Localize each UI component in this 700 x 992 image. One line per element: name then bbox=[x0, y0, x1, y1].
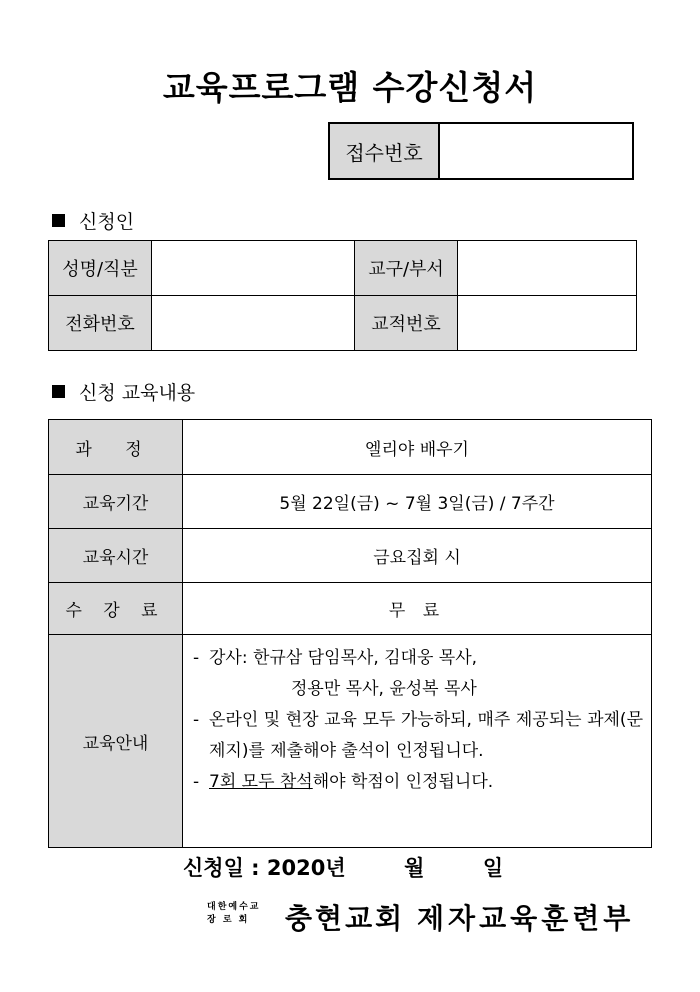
fee-label: 수 강 료 bbox=[49, 583, 183, 635]
square-bullet-icon bbox=[52, 214, 65, 227]
guide-item-credit: - 7회 모두 참석해야 학점이 인정됩니다. bbox=[193, 772, 494, 792]
credit-rest-text: 해야 학점이 인정됩니다. bbox=[312, 772, 494, 792]
square-bullet-icon bbox=[52, 385, 65, 398]
course-label: 과 정 bbox=[49, 420, 183, 475]
phone-label: 전화번호 bbox=[49, 296, 152, 351]
period-label: 교육기간 bbox=[49, 475, 183, 529]
course-table bbox=[48, 419, 652, 848]
guide-content bbox=[183, 635, 652, 848]
credit-underlined-text: 7회 모두 참석 bbox=[209, 772, 313, 792]
receipt-label: 접수번호 bbox=[329, 123, 439, 179]
parish-field[interactable] bbox=[458, 241, 637, 296]
phone-field[interactable] bbox=[152, 296, 355, 351]
period-value: 5월 22일(금) ~ 7월 3일(금) / 7주간 bbox=[183, 475, 652, 529]
page-title: 교육프로그램 수강신청서 bbox=[162, 68, 538, 107]
receipt-table bbox=[328, 122, 634, 180]
time-label: 교육시간 bbox=[49, 529, 183, 583]
instructors-line2: 정용만 목사, 윤성복 목사 bbox=[291, 679, 477, 699]
name-field[interactable] bbox=[152, 241, 355, 296]
record-label: 교적번호 bbox=[355, 296, 458, 351]
instructors-line1: 강사: 한규삼 담임목사, 김대웅 목사, bbox=[209, 648, 478, 668]
parish-label: 교구/부서 bbox=[355, 241, 458, 296]
time-value: 금요집회 시 bbox=[183, 529, 652, 583]
applicant-heading-text: 신청인 bbox=[79, 211, 135, 233]
denomination-label: 대한예수교 장 로 회 bbox=[207, 902, 261, 925]
fee-value: 무 료 bbox=[183, 583, 652, 635]
department-name: 제자교육훈련부 bbox=[417, 902, 635, 935]
church-name: 충현교회 bbox=[285, 902, 406, 935]
course-heading-text: 신청 교육내용 bbox=[79, 382, 196, 404]
guide-item-instructors: - 강사: 한규삼 담임목사, 김대웅 목사, 정용만 목사, 윤성복 목사 bbox=[193, 643, 643, 705]
application-date: 신청일 : 2020년 월 일 bbox=[183, 856, 504, 880]
attendance-text: 온라인 및 현장 교육 모두 가능하되, 매주 제공되는 과제(문제지)를 제출해야 출석이 인정됩니다. bbox=[209, 710, 643, 761]
course-value: 엘리야 배우기 bbox=[183, 420, 652, 475]
guide-label: 교육안내 bbox=[49, 635, 183, 848]
guide-item-attendance: - 온라인 및 현장 교육 모두 가능하되, 매주 제공되는 과제(문제지)를 제출해야 출석이 인정됩니다. bbox=[193, 710, 643, 761]
receipt-number-field[interactable] bbox=[439, 123, 633, 179]
name-label: 성명/직분 bbox=[49, 241, 152, 296]
course-section-heading bbox=[52, 378, 195, 405]
applicant-section-heading bbox=[52, 207, 134, 234]
record-field[interactable] bbox=[458, 296, 637, 351]
applicant-table bbox=[48, 240, 637, 351]
